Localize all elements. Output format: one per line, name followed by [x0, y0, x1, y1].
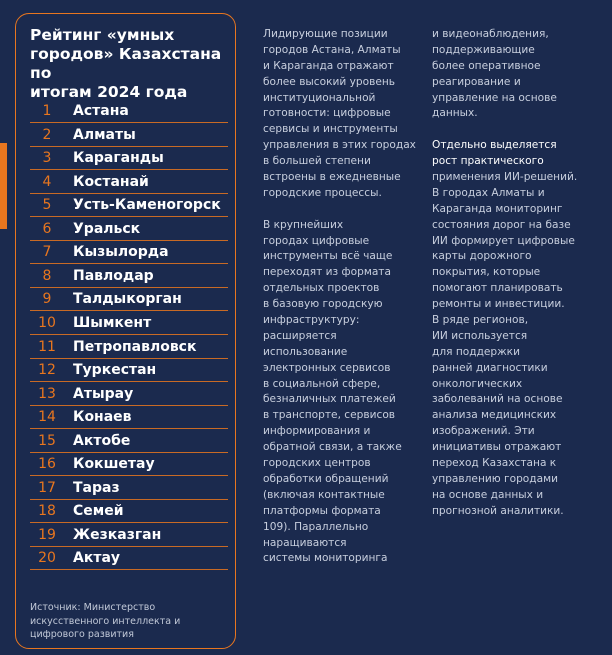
rank-city: Атырау — [73, 385, 134, 402]
ranking-row — [16, 124, 237, 146]
rank-city: Конаев — [73, 409, 132, 426]
article-line: платформы формата — [263, 504, 381, 517]
article-line: городские процессы. — [263, 186, 382, 199]
article-line: анализа медицинских — [432, 409, 557, 422]
article-line: управление на основе — [432, 91, 557, 104]
rank-number: 2 — [42, 126, 52, 143]
article-line: и Караганда отражают — [263, 59, 394, 72]
article-column-2 — [432, 27, 607, 520]
article-line: переходят из формата — [263, 266, 391, 279]
ranking-row — [16, 383, 237, 405]
rank-city: Жезказган — [73, 526, 162, 543]
rank-number: 18 — [38, 503, 56, 520]
ranking-card — [15, 13, 236, 649]
article-line: Отдельно выделяется — [432, 139, 557, 152]
article-line: ремонты и инвестиции. — [432, 298, 565, 311]
article-line: поддерживающие — [432, 43, 535, 56]
article-line: информирования и — [263, 425, 371, 438]
article-line: городах цифровые — [263, 234, 370, 247]
article-line: инициативы отражают — [432, 441, 562, 454]
article-line: помогают планировать — [432, 282, 563, 295]
article-line: управлению городами — [432, 472, 558, 485]
article-line: инструменты всё чаще — [263, 250, 393, 263]
article-line: обратной связи, а также — [263, 441, 402, 454]
rank-city: Актобе — [73, 432, 131, 449]
article-line: сервисы и инструменты — [263, 123, 398, 136]
rank-number: 8 — [42, 267, 52, 284]
article-line: ИИ формирует цифровые — [432, 234, 575, 247]
ranking-row — [16, 265, 237, 287]
rank-number: 11 — [38, 338, 56, 355]
ranking-title-line: итогам 2024 года — [30, 83, 188, 101]
article-line: Лидирующие позиции — [263, 28, 388, 40]
article-line: электронных сервисов — [263, 361, 391, 374]
rank-city: Кокшетау — [73, 456, 155, 473]
article-line: переход Казахстана к — [432, 457, 557, 470]
rank-number: 20 — [38, 550, 56, 567]
rank-number: 12 — [38, 362, 56, 379]
article-line: институциональной — [263, 91, 376, 104]
article-line: обработки обращений — [263, 472, 389, 485]
article-line: безналичных платежей — [263, 393, 396, 406]
article-line: использование — [263, 345, 348, 358]
rank-number: 14 — [38, 409, 56, 426]
ranking-row — [16, 453, 237, 475]
article-line: готовности: цифровые — [263, 107, 391, 120]
ranking-row — [16, 336, 237, 358]
ranking-row — [16, 477, 237, 499]
rank-number: 4 — [42, 173, 52, 190]
article-line: в социальной сфере, — [263, 377, 381, 390]
ranking-row — [16, 430, 237, 452]
article-line: карты дорожного — [432, 250, 532, 263]
article-line: наращиваются — [263, 536, 347, 549]
paragraph-gap — [263, 202, 423, 218]
rank-city: Талдыкорган — [73, 291, 182, 308]
rank-city: Тараз — [73, 479, 120, 496]
source-line: искусственного интеллекта и — [30, 615, 181, 627]
article-line: системы мониторинга — [263, 552, 388, 565]
article-column-1 — [263, 27, 423, 567]
article-line: ИИ используется — [432, 329, 528, 342]
article-line: расширяется — [263, 329, 337, 342]
rank-number: 3 — [42, 150, 52, 167]
rank-city: Астана — [73, 103, 129, 119]
rank-city: Кызылорда — [73, 244, 169, 261]
article-line: инфраструктуру: — [263, 314, 360, 327]
article-line: В ряде регионов, — [432, 314, 529, 327]
article-line: более высокий уровень — [263, 75, 396, 88]
article-line: изображений. Эти — [432, 425, 535, 438]
article-line: в транспорте, сервисов — [263, 409, 396, 422]
ranking-row — [16, 288, 237, 310]
ranking-row — [16, 500, 237, 522]
ranking-row — [16, 359, 237, 381]
article-line: рост практического — [432, 155, 544, 168]
rank-number: 15 — [38, 432, 56, 449]
article-line: реагирование и — [432, 75, 521, 88]
rank-number: 10 — [38, 314, 56, 331]
rank-city: Павлодар — [73, 267, 154, 284]
ranking-row — [16, 241, 237, 263]
ranking-row — [16, 312, 237, 334]
article-line: управления в этих городах — [263, 139, 416, 152]
ranking-title-line: городов» Казахстана по — [30, 45, 222, 82]
article-line: онкологических — [432, 377, 523, 390]
ranking-row — [16, 524, 237, 546]
rank-number: 19 — [38, 526, 56, 543]
rank-divider — [30, 569, 228, 570]
article-line: отдельных проектов — [263, 282, 380, 295]
article-line: для поддержки — [432, 345, 520, 358]
ranking-row — [16, 171, 237, 193]
ranking-row — [16, 218, 237, 240]
article-line: в большей степени — [263, 155, 371, 168]
rank-city: Актау — [73, 550, 121, 567]
rank-number: 5 — [42, 197, 52, 214]
rank-number: 16 — [38, 456, 56, 473]
rank-city: Шымкент — [73, 314, 152, 331]
rank-number: 1 — [42, 103, 52, 119]
rank-city: Алматы — [73, 126, 136, 143]
paragraph-gap — [432, 122, 607, 138]
ranking-row — [16, 547, 237, 569]
article-line: ранней диагностики — [432, 361, 548, 374]
article-line: более оперативное — [432, 59, 541, 72]
article-line: прогнозной аналитики. — [432, 504, 564, 517]
article-line: Караганда мониторинг — [432, 202, 563, 215]
article-line: 109). Параллельно — [263, 520, 369, 533]
ranking-row — [16, 100, 237, 122]
source-line: цифрового развития — [30, 629, 134, 640]
article-line: городских центров — [263, 457, 371, 470]
article-line: заболеваний на основе — [432, 393, 563, 406]
ranking-title-line: Рейтинг «умных — [30, 26, 175, 44]
article-line: встроены в ежедневные — [263, 171, 401, 184]
rank-number: 7 — [42, 244, 52, 261]
article-line: городов Астана, Алматы — [263, 43, 401, 56]
rank-city: Костанай — [73, 173, 149, 190]
rank-number: 9 — [42, 291, 52, 308]
rank-city: Караганды — [73, 150, 164, 167]
rank-number: 17 — [38, 479, 56, 496]
ranking-title — [30, 26, 235, 102]
rank-city: Усть-Каменогорск — [73, 197, 221, 214]
rank-number: 6 — [42, 220, 52, 237]
article-line: данных. — [432, 107, 478, 120]
article-line: покрытия, которые — [432, 266, 541, 279]
article-line: и видеонаблюдения, — [432, 28, 549, 40]
article-line: В крупнейших — [263, 218, 344, 231]
source-note — [30, 601, 220, 642]
ranking-row — [16, 194, 237, 216]
article-line: в базовую городскую — [263, 298, 383, 311]
article-line: (включая контактные — [263, 488, 385, 501]
accent-bar — [0, 143, 7, 229]
rank-city: Туркестан — [73, 362, 157, 379]
article-line: В городах Алматы и — [432, 186, 545, 199]
ranking-row — [16, 147, 237, 169]
article-line: применения ИИ-решений. — [432, 171, 578, 184]
rank-city: Петропавловск — [73, 338, 197, 355]
article-line: на основе данных и — [432, 488, 544, 501]
article-line: состояния дорог на базе — [432, 218, 571, 231]
rank-number: 13 — [38, 385, 56, 402]
rank-city: Уральск — [73, 220, 141, 237]
ranking-row — [16, 406, 237, 428]
source-line: Источник: Министерство — [30, 602, 156, 613]
rank-city: Семей — [73, 503, 124, 520]
